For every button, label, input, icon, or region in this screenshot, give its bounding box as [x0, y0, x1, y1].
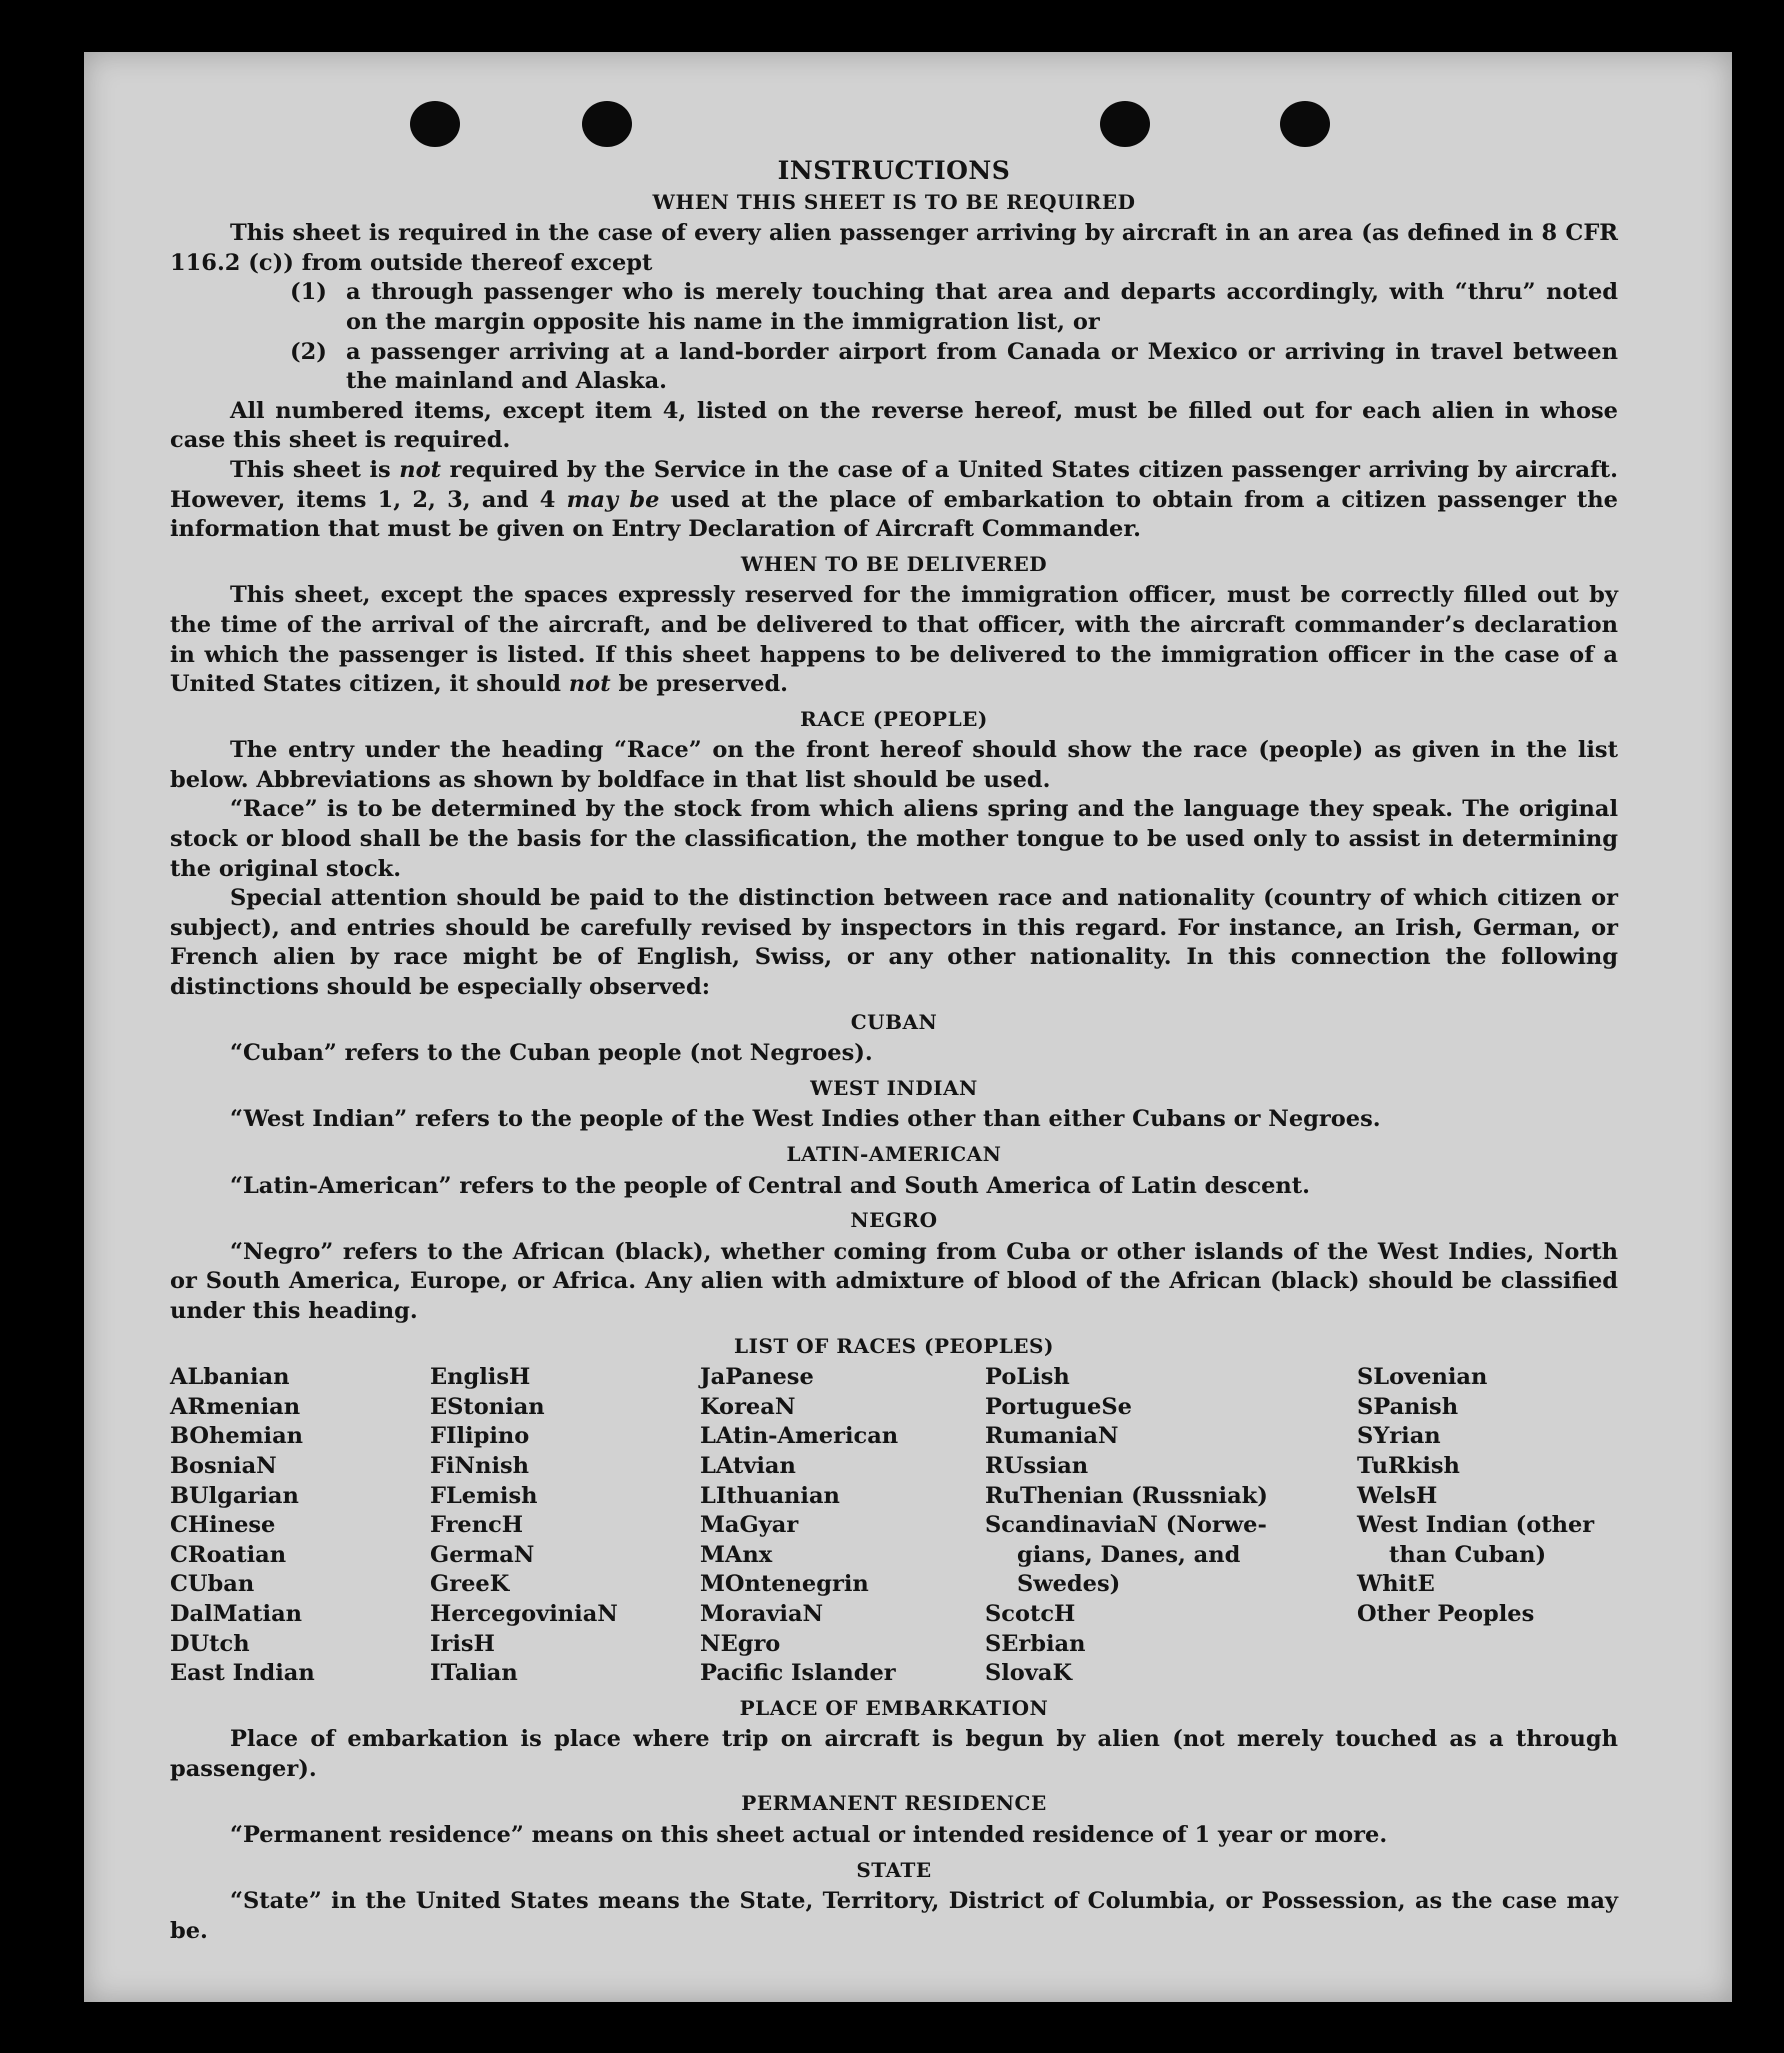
document-page — [84, 52, 1732, 2002]
punch-hole — [1100, 101, 1150, 147]
races-column — [430, 1363, 700, 1689]
race-entry: CUban — [170, 1571, 255, 1598]
race-entry: LIthuanian — [700, 1482, 840, 1509]
race-entry: RUssian — [985, 1452, 1089, 1479]
race-entry: JaPanese — [700, 1364, 814, 1391]
section-heading-cuban: CUBAN — [850, 1009, 938, 1034]
race-entry: than Cuban) — [1389, 1541, 1547, 1568]
race-entry: Swedes) — [1017, 1571, 1121, 1598]
punch-hole — [410, 101, 460, 147]
race-entry: CRoatian — [170, 1541, 287, 1568]
item-number: (2) — [290, 338, 327, 365]
race-entry: MoraviaN — [700, 1600, 824, 1627]
race-entry: WelsH — [1357, 1482, 1438, 1509]
list-item — [290, 278, 1618, 337]
race-entry: SlovaK — [985, 1660, 1073, 1687]
required-para-2: All numbered items, except item 4, listed on the reverse hereof, must be filled out for each alien in whose case this sheet is required. — [170, 397, 1618, 454]
latin-american-text: “Latin-American” refers to the people of Central and South America of Latin descent. — [230, 1172, 1310, 1199]
section-heading-race: RACE (PEOPLE) — [800, 706, 988, 731]
section-heading-negro: NEGRO — [850, 1208, 938, 1233]
required-para-3: This sheet is not required by the Service in the case of a United States citizen passenger arriving by aircraft. However, items 1, 2, 3, and 4 may be used at the place of embarkation to obtain from a citizen passenger the information that must be given on Entry Declaration of Aircraft Commander. — [170, 456, 1619, 543]
race-entry: Other Peoples — [1357, 1600, 1535, 1627]
race-entry: ScandinaviaN (Norwe- — [985, 1512, 1267, 1539]
section-heading-required: WHEN THIS SHEET IS TO BE REQUIRED — [652, 189, 1136, 214]
race-entry: WhitE — [1357, 1571, 1435, 1598]
race-entry: KoreaN — [700, 1393, 796, 1420]
section-heading-residence: PERMANENT RESIDENCE — [741, 1791, 1047, 1816]
race-entry: IrisH — [430, 1630, 495, 1657]
race-entry: EnglisH — [430, 1364, 531, 1391]
cuban-text: “Cuban” refers to the Cuban people (not Negroes). — [230, 1040, 873, 1067]
race-entry: NEgro — [700, 1630, 781, 1657]
race-entry: HercegoviniaN — [430, 1600, 618, 1627]
race-entry: gians, Danes, and — [1017, 1541, 1241, 1568]
race-entry: TuRkish — [1357, 1452, 1460, 1479]
races-column — [985, 1363, 1357, 1689]
section-heading-west-indian: WEST INDIAN — [810, 1075, 978, 1100]
punch-hole — [1280, 101, 1330, 147]
race-entry: SPanish — [1357, 1393, 1459, 1420]
race-entry: MaGyar — [700, 1512, 799, 1539]
race-entry: FrencH — [430, 1512, 524, 1539]
race-para-3: Special attention should be paid to the distinction between race and nationality (country of which citizen or subject), and entries should be carefully revised by inspectors in this regard. For instance, an Irish, German, or French alien by race might be of English, Swiss, or any other nationality. In this connection the following distinctions should be especially observed: — [170, 885, 1618, 1001]
races-column — [1357, 1363, 1618, 1689]
punch-hole — [582, 101, 632, 147]
race-entry: BosniaN — [170, 1452, 277, 1479]
race-entry: FIlipino — [430, 1423, 530, 1450]
race-para-2: “Race” is to be determined by the stock from which aliens spring and the language they speak. The original stock or blood shall be the basis for the classification, the mother tongue to be used only to assist in determining the original stock. — [170, 796, 1618, 882]
page-title: INSTRUCTIONS — [777, 156, 1011, 185]
list-item — [290, 338, 1618, 397]
section-heading-list-of-races: LIST OF RACES (PEOPLES) — [734, 1333, 1054, 1358]
race-entry: RuThenian (Russniak) — [985, 1482, 1268, 1509]
race-entry: DalMatian — [170, 1600, 303, 1627]
race-entry: ITalian — [430, 1660, 518, 1687]
item-number: (1) — [290, 279, 327, 306]
race-entry: LAtin-American — [700, 1423, 899, 1450]
section-heading-embarkation: PLACE OF EMBARKATION — [739, 1695, 1049, 1720]
race-entry: MOntenegrin — [700, 1571, 869, 1598]
race-entry: Pacific Islander — [700, 1660, 896, 1687]
race-entry: RumaniaN — [985, 1423, 1119, 1450]
races-list — [170, 1363, 1618, 1689]
race-entry: FiNnish — [430, 1452, 530, 1479]
race-entry: FLemish — [430, 1482, 538, 1509]
race-entry: East Indian — [170, 1660, 315, 1687]
race-entry: LAtvian — [700, 1452, 796, 1479]
west-indian-text: “West Indian” refers to the people of the West Indies other than either Cubans or Negroes. — [230, 1106, 1381, 1133]
race-entry: ARmenian — [170, 1393, 301, 1420]
race-entry: GermaN — [430, 1541, 535, 1568]
race-entry: SErbian — [985, 1630, 1086, 1657]
delivered-text: This sheet, except the spaces expressly reserved for the immigration officer, must be correctly filled out by the time of the arrival of the aircraft, and be delivered to that officer, with the aircraft commander’s declaration in which the passenger is listed. If this sheet happens to be delivered to the immigration officer in the case of a United States citizen, it should not be preserved. — [170, 582, 1618, 698]
race-entry: EStonian — [430, 1393, 545, 1420]
section-heading-latin-american: LATIN-AMERICAN — [786, 1142, 1002, 1166]
embarkation-text: Place of embarkation is place where trip on aircraft is begun by alien (not merely touched as a through passenger). — [170, 1726, 1618, 1782]
section-heading-state: STATE — [856, 1857, 932, 1882]
race-entry: DUtch — [170, 1630, 250, 1657]
section-heading-delivered: WHEN TO BE DELIVERED — [740, 551, 1048, 576]
negro-text: “Negro” refers to the African (black), whether coming from Cuba or other islands of the West Indies, North or South America, Europe, or Africa. Any alien with admixture of blood of the African (black) should be classified under this heading. — [170, 1238, 1618, 1324]
race-entry: SLovenian — [1357, 1364, 1488, 1391]
state-text: “State” in the United States means the State, Territory, District of Columbia, or Possession, as the case may be. — [170, 1888, 1618, 1944]
race-entry: SYrian — [1357, 1423, 1441, 1450]
races-column — [700, 1363, 985, 1689]
race-entry: BOhemian — [170, 1423, 304, 1450]
race-entry: BUlgarian — [170, 1482, 299, 1509]
race-para-1: The entry under the heading “Race” on the front hereof should show the race (people) as given in the list below. Abbreviations as shown by boldface in that list should be used. — [170, 737, 1618, 793]
races-column — [170, 1363, 430, 1689]
race-entry: GreeK — [430, 1571, 510, 1598]
race-entry: West Indian (other — [1357, 1512, 1595, 1539]
item-text: a through passenger who is merely touching that area and departs accordingly, with “thru” noted on the margin opposite his name in the immigration list, or — [346, 279, 1618, 335]
item-text: a passenger arriving at a land-border airport from Canada or Mexico or arriving in travel between the mainland and Alaska. — [346, 338, 1618, 395]
race-entry: CHinese — [170, 1512, 276, 1539]
race-entry: MAnx — [700, 1541, 773, 1568]
race-entry: ScotcH — [985, 1600, 1076, 1627]
race-entry: ALbanian — [170, 1364, 290, 1391]
residence-text: “Permanent residence” means on this sheet actual or intended residence of 1 year or more. — [230, 1822, 1388, 1849]
instructions-content — [170, 156, 1618, 1946]
race-entry: PoLish — [985, 1364, 1070, 1391]
required-intro: This sheet is required in the case of every alien passenger arriving by aircraft in an area (as defined in 8 CFR 116.2 (c)) from outside thereof except — [170, 220, 1618, 276]
race-entry: PortugueSe — [985, 1393, 1132, 1420]
